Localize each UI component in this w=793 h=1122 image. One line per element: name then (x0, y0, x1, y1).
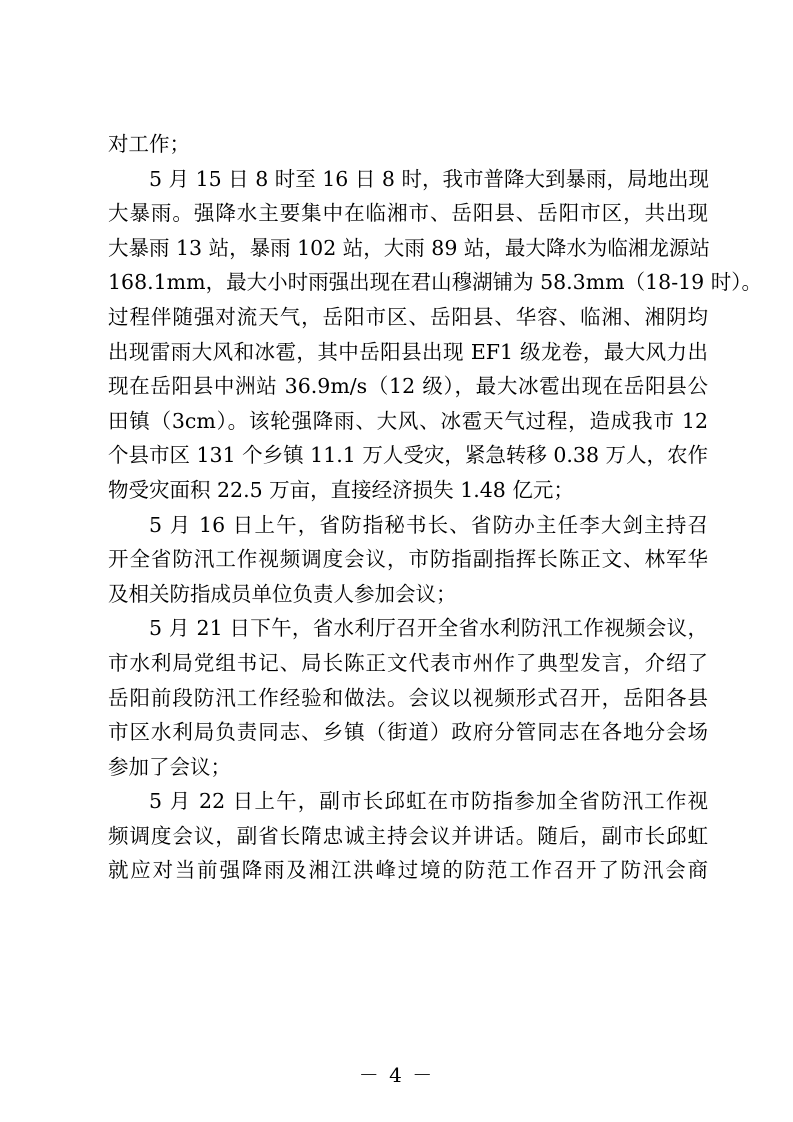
text-line: 参加了会议； (108, 754, 231, 779)
text-line: 物受灾面积 22.5 万亩，直接经济损失 1.48 亿元； (108, 477, 574, 502)
text-line: 5 月 22 日上午，副市长邱虹在市防指参加全省防汛工作视 (149, 789, 708, 814)
text-line: 168.1mm，最大小时雨强出现在君山穆湖铺为 58.3mm（18-19 时）。 (108, 270, 762, 295)
text-line: 及相关防指成员单位负责人参加会议； (108, 581, 457, 606)
text-line: 频调度会议，副省长隋忠诚主持会议并讲话。随后，副市长邱虹 (108, 823, 708, 848)
text-line: 5 月 21 日下午，省水利厅召开全省水利防汛工作视频会议， (149, 616, 708, 641)
text-line: 大暴雨 13 站，暴雨 102 站，大雨 89 站，最大降水为临湘龙源站 (108, 235, 710, 260)
text-line: 个县市区 131 个乡镇 11.1 万人受灾，紧急转移 0.38 万人，农作 (108, 443, 709, 468)
text-line: 过程伴随强对流天气，岳阳市区、岳阳县、华容、临湘、湘阴均 (108, 304, 708, 329)
page-number: － 4 － (358, 1063, 435, 1087)
text-line: 田镇（3cm）。该轮强降雨、大风、冰雹天气过程，造成我市 12 (108, 408, 708, 433)
text-line: 5 月 16 日上午，省防指秘书长、省防办主任李大剑主持召 (149, 512, 708, 537)
text-line: 岳阳前段防汛工作经验和做法。会议以视频形式召开，岳阳各县 (108, 685, 708, 710)
text-line: 现在岳阳县中洲站 36.9m/s（12 级），最大冰雹出现在岳阳县公 (108, 374, 708, 399)
text-line: 市区水利局负责同志、乡镇（街道）政府分管同志在各地分会场 (108, 720, 708, 745)
text-line: 出现雷雨大风和冰雹，其中岳阳县出现 EF1 级龙卷，最大风力出 (108, 339, 708, 364)
text-line: 大暴雨。强降水主要集中在临湘市、岳阳县、岳阳市区，共出现 (108, 201, 708, 226)
text-line: 对工作； (108, 132, 190, 156)
text-line: 市水利局党组书记、局长陈正文代表市州作了典型发言，介绍了 (108, 650, 708, 675)
text-line: 5 月 15 日 8 时至 16 日 8 时，我市普降大到暴雨，局地出现 (149, 166, 709, 191)
text-line: 开全省防汛工作视频调度会议，市防指副指挥长陈正文、林军华 (108, 547, 708, 572)
document-body (108, 127, 762, 888)
text-line: 就应对当前强降雨及湘江洪峰过境的防范工作召开了防汛会商 (108, 858, 708, 883)
